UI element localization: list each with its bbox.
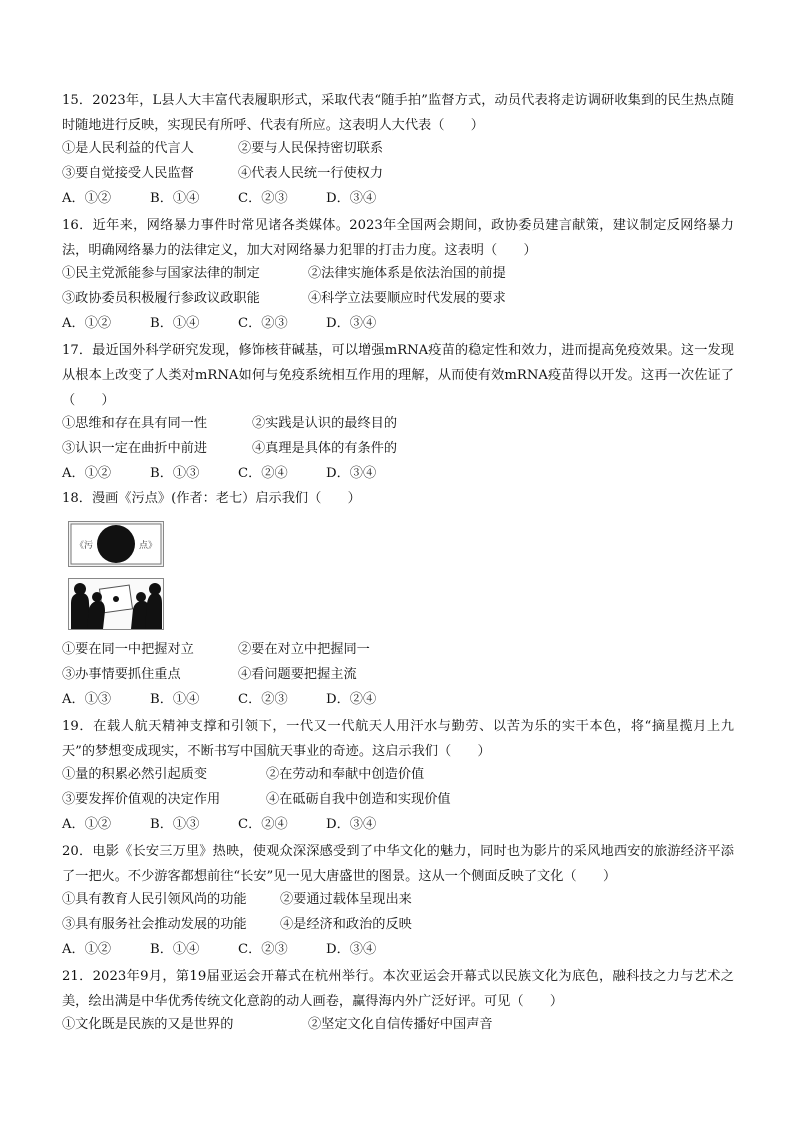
q19-choice-c: C．②④ [238, 817, 288, 832]
q16-choice-c: C．②③ [238, 316, 288, 331]
q16-item-1: ①民主党派能参与国家法律的制定 [62, 266, 260, 281]
question-21-stem: 21．2023年9月，第19届亚运会开幕式在杭州举行。本次亚运会开幕式以民族文化为底色，融科技之力与艺术之美，绘出满是中华优秀传统文化意韵的动人画卷，赢得海内外广泛好评。可见（ ） [62, 969, 734, 1009]
q18-item-1: ①要在同一中把握对立 [62, 642, 194, 657]
q20-item-4: ④是经济和政治的反映 [280, 917, 412, 932]
q18-item-3: ③办事情要抓住重点 [62, 667, 181, 682]
q19-choice-a: A．①② [62, 817, 112, 832]
q20-choice-b: B．①④ [150, 942, 200, 957]
q21-item-2: ②坚定文化自信传播好中国声音 [308, 1017, 493, 1032]
q17-item-1: ①思维和存在具有同一性 [62, 416, 208, 431]
q16-item-4: ④科学立法要顺应时代发展的要求 [308, 291, 506, 306]
q18-choice-b: B．①④ [150, 692, 200, 707]
q20-item-2: ②要通过载体呈现出来 [280, 892, 412, 907]
q19-item-2: ②在劳动和奉献中创造价值 [266, 767, 425, 782]
cartoon-bottom-drawing [69, 579, 163, 629]
q15-item-4: ④代表人民统一行使权力 [238, 166, 384, 181]
q15-item-2: ②要与人民保持密切联系 [238, 141, 384, 156]
question-20-stem: 20．电影《长安三万里》热映，使观众深深感受到了中华文化的魅力，同时也为影片的采风地西安的旅游经济平添了一把火。不少游客都想前往“长安”见一见大唐盛世的图景。这从一个侧面反映了文化（ ） [62, 844, 734, 884]
q20-choice-a: A．①② [62, 942, 112, 957]
cartoon-top-drawing [69, 522, 163, 566]
q16-item-2: ②法律实施体系是依法治国的前提 [308, 266, 506, 281]
q16-item-3: ③政协委员积极履行参政议政职能 [62, 291, 260, 306]
q16-choice-a: A．①② [62, 316, 112, 331]
q18-item-4: ④看问题要把握主流 [238, 667, 357, 682]
q15-item-3: ③要自觉接受人民监督 [62, 166, 194, 181]
q20-choice-c: C．②③ [238, 942, 288, 957]
cartoon-caption-right: 点》 [139, 541, 158, 551]
q15-item-1: ①是人民利益的代言人 [62, 141, 194, 156]
q17-choice-b: B．①③ [150, 466, 200, 481]
question-19-stem: 19．在载人航天精神支撑和引领下，一代又一代航天人用汗水与勤劳、以苦为乐的实干本色，将“摘星揽月上九天”的梦想变成现实，不断书写中国航天事业的奇迹。这启示我们（ ） [62, 719, 734, 759]
q17-choice-c: C．②④ [238, 466, 288, 481]
question-16-stem: 16．近年来，网络暴力事件时常见诸各类媒体。2023年全国两会期间，政协委员建言献策，建议制定反网络暴力法，明确网络暴力的法律定义，加大对网络暴力犯罪的打击力度。这表明（ ） [62, 218, 734, 258]
q19-item-1: ①量的积累必然引起质变 [62, 767, 208, 782]
q17-choice-a: A．①② [62, 466, 112, 481]
q15-choice-a: A．①② [62, 191, 112, 206]
question-17-stem: 17．最近国外科学研究发现，修饰核苷碱基，可以增强mRNA疫苗的稳定性和效力，进而提高免疫效果。这一发现从根本上改变了人类对mRNA如何与免疫系统相互作用的理解，从而使有效mRNA疫苗得以开发。这再一次佐证了（ ） [62, 343, 734, 408]
q20-choice-d: D．③④ [326, 942, 377, 957]
q17-item-4: ④真理是具体的有条件的 [252, 441, 398, 456]
q17-item-2: ②实践是认识的最终目的 [252, 416, 398, 431]
q20-item-1: ①具有教育人民引领风尚的功能 [62, 892, 247, 907]
q18-choice-a: A．①③ [62, 692, 112, 707]
q20-item-3: ③具有服务社会推动发展的功能 [62, 917, 247, 932]
q18-item-2: ②要在对立中把握同一 [238, 642, 370, 657]
q18-choice-d: D．②④ [326, 692, 377, 707]
q15-choice-d: D．③④ [326, 191, 377, 206]
q15-choice-c: C．②③ [238, 191, 288, 206]
black-stain-circle [97, 525, 135, 563]
question-15-stem: 15．2023年，L县人大丰富代表履职形式，采取代表“随手拍”监督方式，动员代表将走访调研收集到的民生热点随时随地进行反映，实现民有所呼、代表有所应。这表明人大代表（ ） [62, 93, 734, 133]
q19-choice-b: B．①③ [150, 817, 200, 832]
q15-choice-b: B．①④ [150, 191, 200, 206]
q19-item-3: ③要发挥价值观的决定作用 [62, 792, 221, 807]
cartoon-panel-bottom [68, 578, 164, 630]
cartoon-panel-top [68, 521, 164, 567]
q16-choice-b: B．①④ [150, 316, 200, 331]
q18-choice-c: C．②③ [238, 692, 288, 707]
question-18-stem: 18．漫画《污点》(作者：老七）启示我们（ ） [62, 491, 361, 506]
q19-item-4: ④在砥砺自我中创造和实现价值 [266, 792, 451, 807]
q17-choice-d: D．③④ [326, 466, 377, 481]
small-stain-dot [113, 596, 119, 602]
q16-choice-d: D．③④ [326, 316, 377, 331]
q19-choice-d: D．③④ [326, 817, 377, 832]
cartoon-caption-left: 《污 [75, 541, 94, 551]
q17-item-3: ③认识一定在曲折中前进 [62, 441, 208, 456]
q21-item-1: ①文化既是民族的又是世界的 [62, 1017, 234, 1032]
